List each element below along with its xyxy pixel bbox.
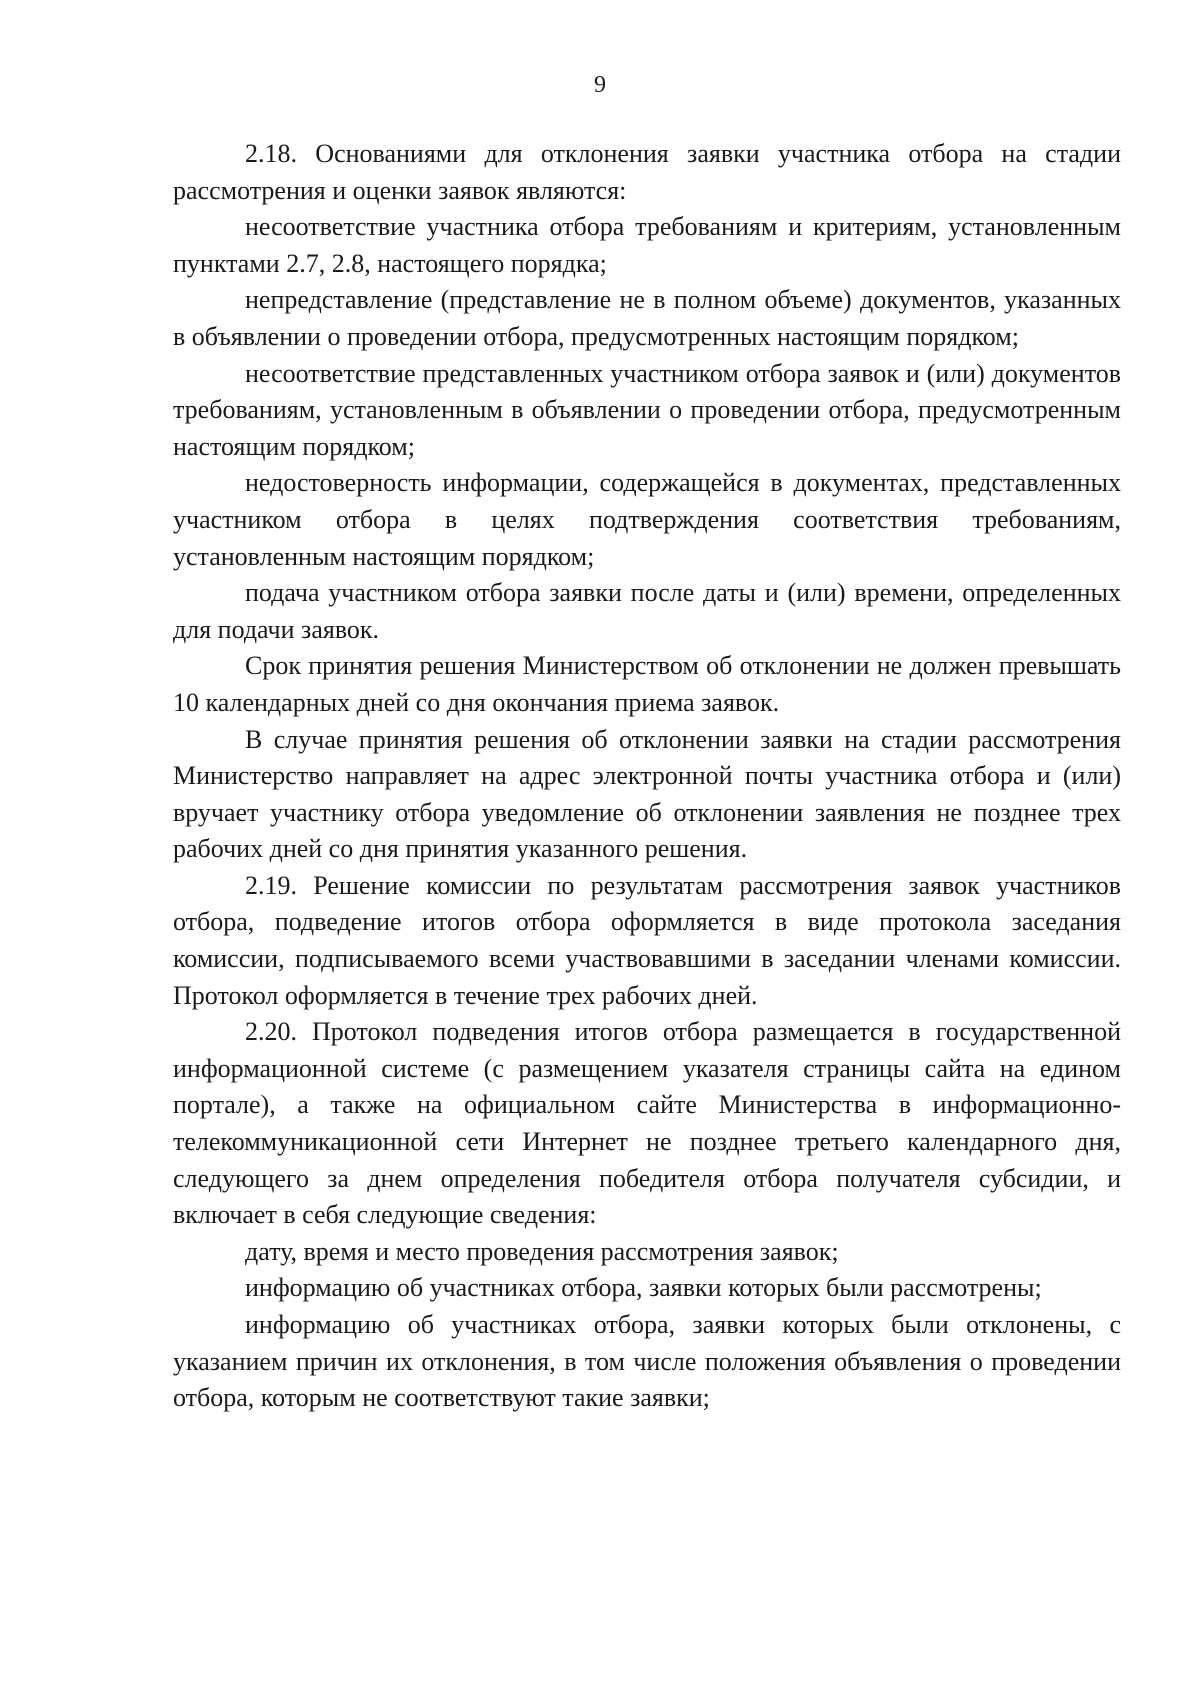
paragraph-2-19: 2.19. Решение комиссии по результатам рассмотрения заявок участников отбора, подведение итогов отбора оформляется в виде протокола заседания комиссии, подписываемого всеми участвовавшими в заседании членами комиссии. Протокол оформляется в течение трех рабочих дней.: [173, 870, 1121, 1010]
paragraph-reason-late-submission: подача участником отбора заявки после даты и (или) времени, определенных для подачи заявок.: [173, 578, 1121, 644]
paragraph-protocol-date-place: дату, время и место проведения рассмотрения заявок;: [245, 1236, 839, 1266]
paragraph-2-20: 2.20. Протокол подведения итогов отбора размещается в государственной информационной системе (с размещением указателя страницы сайта на едином портале), а также на официальном сайте Министерства в информационно-телекоммуникационной сети Интернет не позднее третьего календарного дня, следующего за днем определения победителя отбора получателя субсидии, и включает в себя следующие сведения:: [173, 1017, 1121, 1230]
document-body: [173, 136, 1121, 1417]
paragraph-protocol-reviewed: информацию об участниках отбора, заявки которых были рассмотрены;: [245, 1273, 1042, 1303]
paragraph-rejection-notice: В случае принятия решения об отклонении заявки на стадии рассмотрения Министерство направляет на адрес электронной почты участника отбора и (или) вручает участнику отбора уведомление об отклонении заявления не позднее трех рабочих дней со дня принятия указанного решения.: [173, 724, 1121, 864]
paragraph-protocol-rejected: информацию об участниках отбора, заявки которых были отклонены, с указанием причин их отклонения, в том числе положения объявления о проведении отбора, которым не соответствуют такие заявки;: [173, 1310, 1121, 1413]
paragraph-reason-requirements: несоответствие участника отбора требованиям и критериям, установленным пунктами 2.7, 2.8, настоящего порядка;: [173, 212, 1121, 278]
paragraph-2-18: 2.18. Основаниями для отклонения заявки участника отбора на стадии рассмотрения и оценки заявок являются:: [173, 139, 1121, 205]
paragraph-reason-nonconformity: несоответствие представленных участником отбора заявок и (или) документов требованиям, установленным в объявлении о проведении отбора, предусмотренным настоящим порядком;: [173, 358, 1121, 461]
paragraph-decision-deadline: Срок принятия решения Министерством об отклонении не должен превышать 10 календарных дней со дня окончания приема заявок.: [173, 651, 1121, 717]
paragraph-reason-unreliable-info: недостоверность информации, содержащейся в документах, представленных участником отбора в целях подтверждения соответствия требованиям, установленным настоящим порядком;: [173, 468, 1121, 571]
paragraph-reason-documents: непредставление (представление не в полном объеме) документов, указанных в объявлении о проведении отбора, предусмотренных настоящим порядком;: [173, 285, 1121, 351]
page-number: 9: [594, 72, 606, 98]
